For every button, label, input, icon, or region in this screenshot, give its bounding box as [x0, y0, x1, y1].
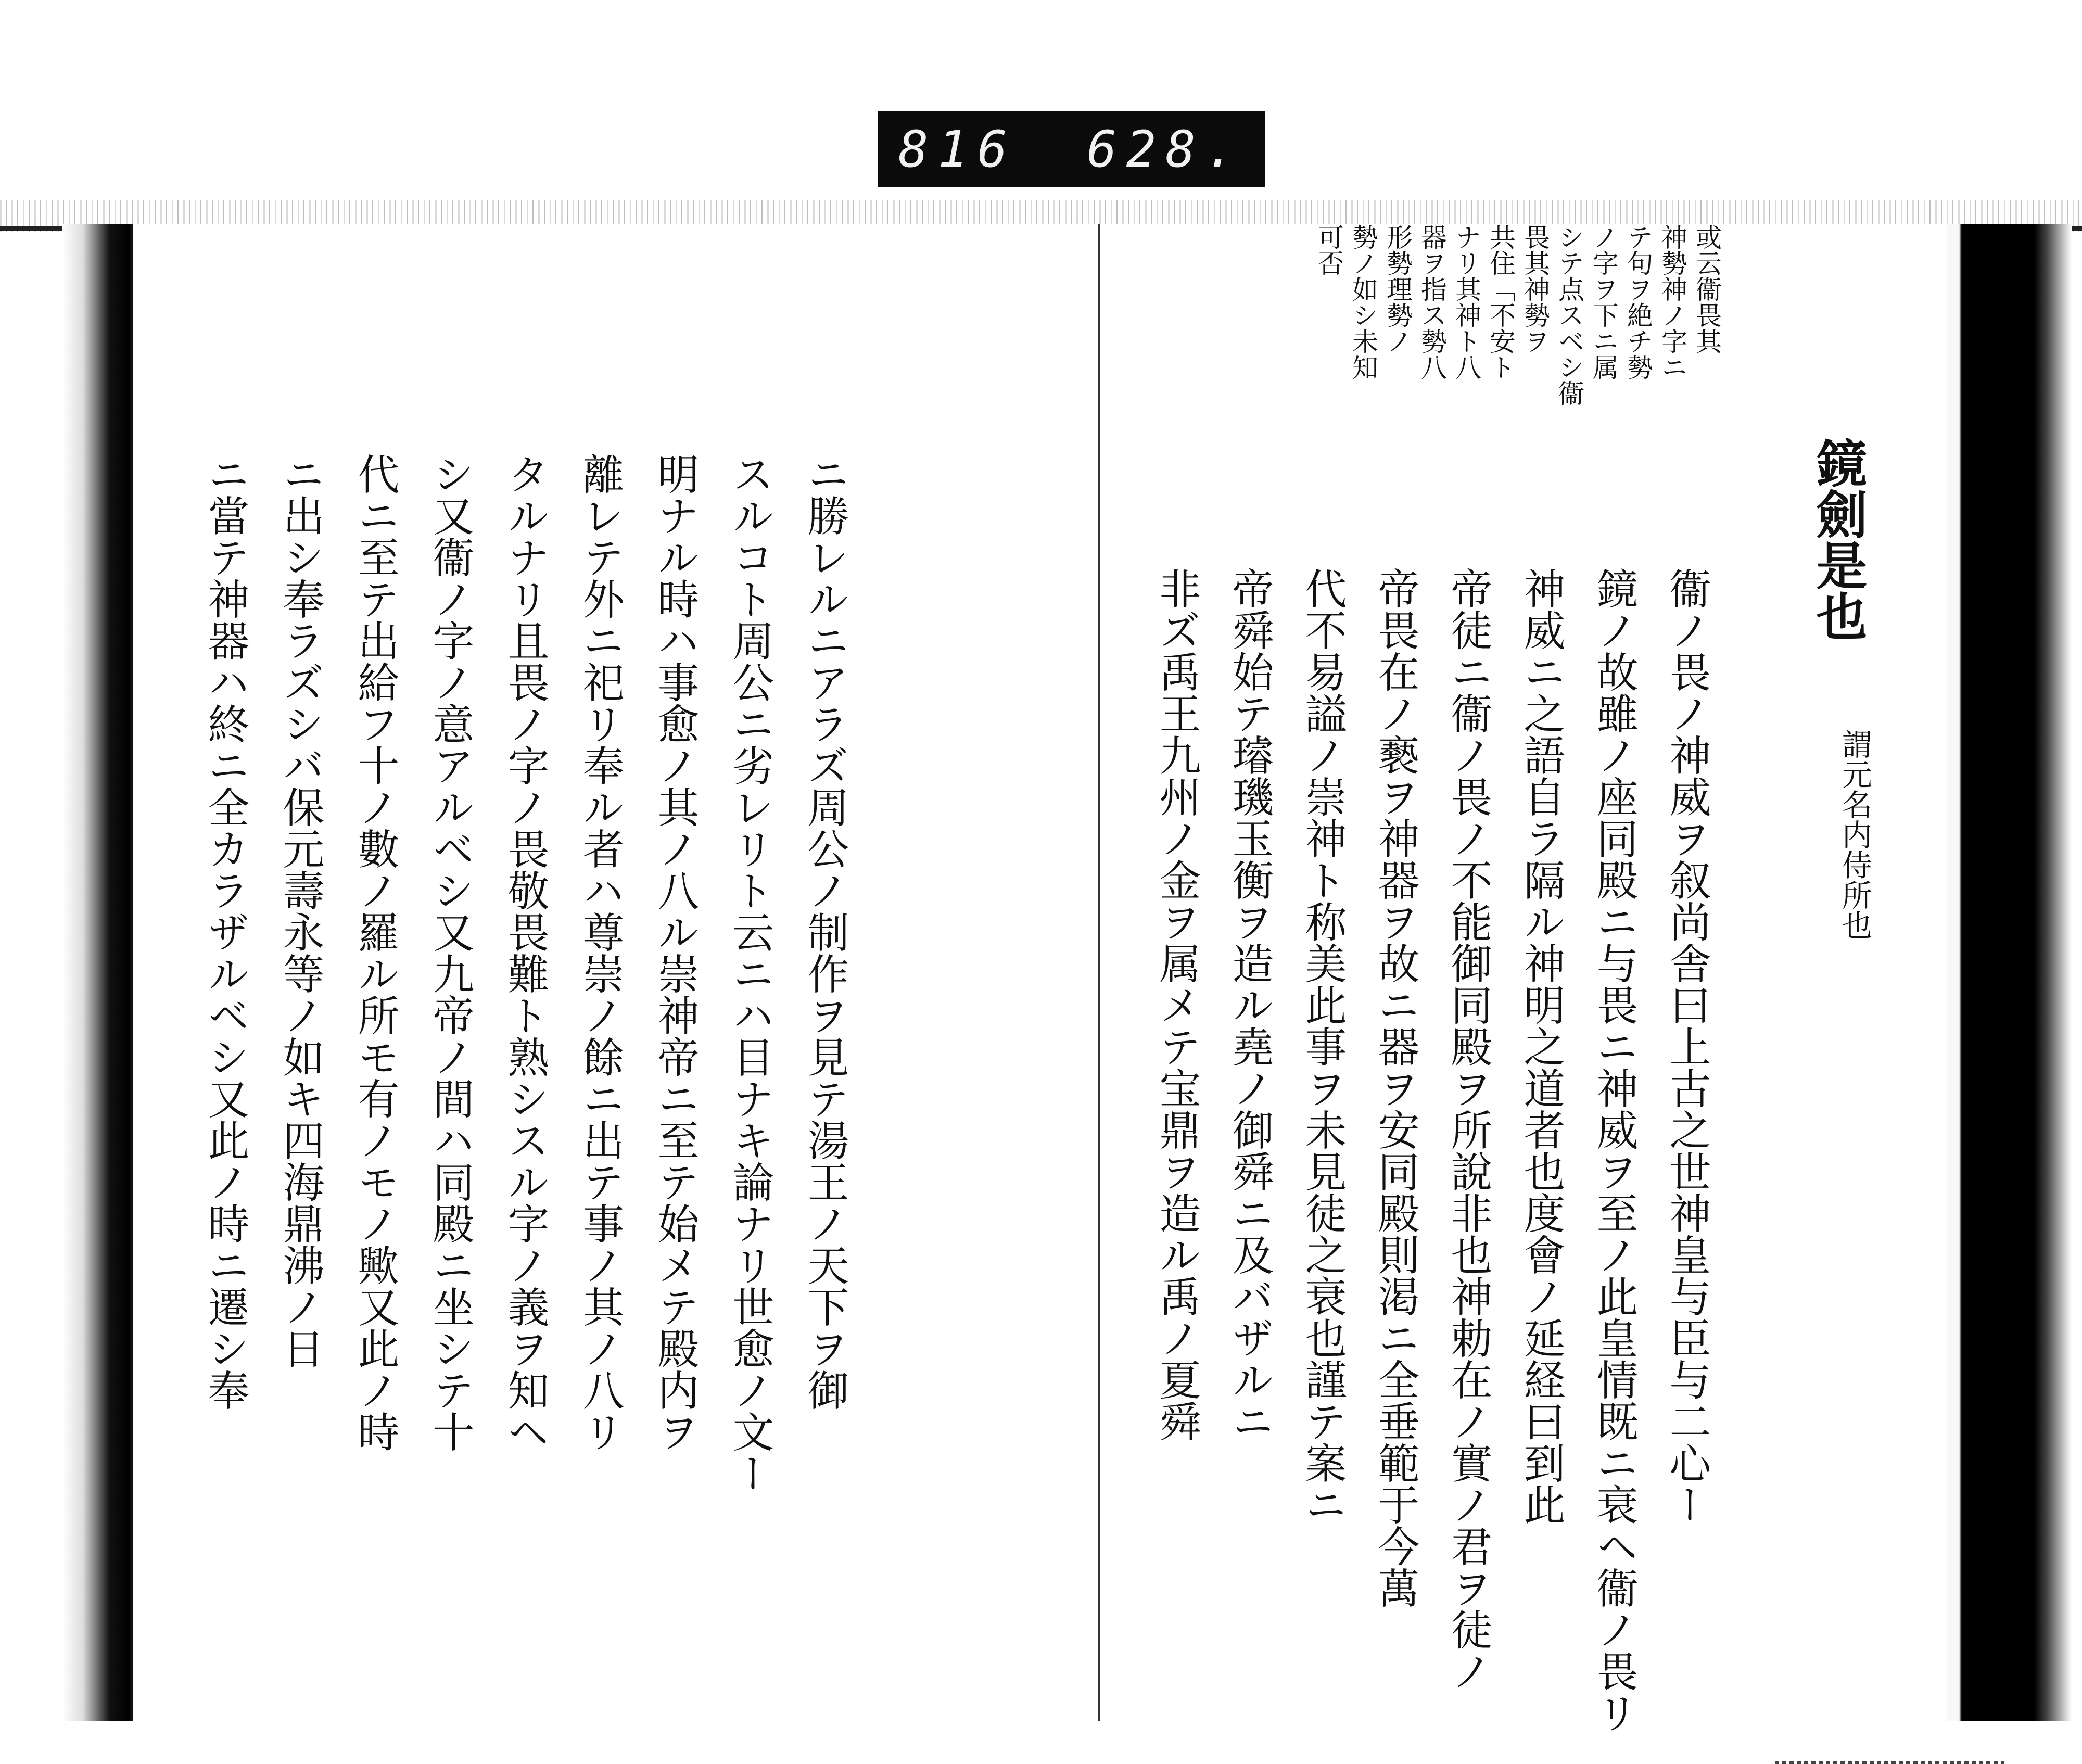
note-line: ノ字ヲ下ニ属	[1589, 224, 1619, 380]
note-line: 神勢神ノ字ニ	[1657, 224, 1687, 380]
note-line: シテ点スベシ衞	[1554, 224, 1584, 406]
note-line: 形勢理勢ノ	[1382, 224, 1413, 354]
left-book-edge	[62, 224, 130, 1721]
heading-annotation: 謂元名内侍所也	[1837, 729, 1872, 940]
marginal-note	[1312, 224, 1724, 432]
right-book-edge	[1947, 224, 2072, 1721]
text-line: 離レテ外ニ祀リ奉ル者ハ尊崇ノ餘ニ出テ事ノ其ノ八リ	[576, 453, 624, 1452]
scan-smudge	[1775, 1761, 2004, 1764]
text-line: スルコト周公ニ劣レリト云ニハ目ナキ論ナリ世愈ノ文ー	[726, 453, 774, 1494]
text-line: ニ當テ神器ハ終ニ全カラザルベシ又此ノ時ニ遷シ奉	[201, 453, 249, 1411]
text-line: タルナリ且畏ノ字ノ畏敬畏難ト熟シスル字ノ義ヲ知ヘ	[501, 453, 549, 1452]
text-line: 非ズ禹王九州ノ金ヲ属メテ宝鼎ヲ造ル禹ノ夏舜	[1152, 567, 1201, 1442]
text-line: 代不易謚ノ崇神ト称美此事ヲ未見徒之衰也謹テ案ニ	[1298, 567, 1347, 1525]
note-line: 共住「不安ト	[1486, 224, 1516, 380]
right-page-body	[1140, 567, 1723, 1733]
note-line: 器ヲ指ス勢八	[1417, 224, 1447, 380]
text-line: 神威ニ之語自ラ隔ル神明之道者也度會ノ延経曰到此	[1517, 567, 1565, 1525]
note-line: 畏其神勢ヲ	[1520, 224, 1550, 354]
archive-number-label	[878, 111, 1265, 187]
text-line: 帝徒ニ衞ノ畏ノ不能御同殿ヲ所說非也神勅在ノ實ノ君ヲ徒ノ	[1444, 567, 1492, 1692]
text-line: 代ニ至テ出給フ十ノ數ノ羅ル所モ有ノモノ歟又此ノ時	[351, 453, 399, 1452]
text-line: ニ出シ奉ラズシバ保元壽永等ノ如キ四海鼎沸ノ日	[276, 453, 324, 1369]
text-line: 帝舜始テ璿璣玉衡ヲ造ル堯ノ御舜ニ及バザルニ	[1225, 567, 1274, 1442]
note-line: 或云衞畏其	[1692, 224, 1722, 354]
note-line: 可否	[1314, 224, 1344, 276]
text-line: 明ナル時ハ事愈ノ其ノ八ル崇神帝ニ至テ始メテ殿内ヲ	[651, 453, 699, 1452]
archive-number-left: 816	[898, 120, 1017, 179]
note-line: ナリ其神ト八	[1451, 224, 1481, 380]
left-page-body	[187, 453, 862, 1546]
text-line: 衞ノ畏ノ神威ヲ叙尚舎曰上古之世神皇与臣与二心ー	[1662, 567, 1711, 1525]
text-line: ニ勝レルニアラズ周公ノ制作ヲ見テ湯王ノ天下ヲ御	[801, 453, 849, 1411]
text-line: 帝畏在ノ褻ヲ神器ヲ故ニ器ヲ安同殿則渇ニ全垂範于今萬	[1371, 567, 1419, 1608]
text-line: 鏡ノ故雖ノ座同殿ニ与畏ニ神威ヲ至ノ此皇情既ニ衰ヘ衞ノ畏リ	[1590, 567, 1638, 1733]
text-line: シ又衞ノ字ノ意アルベシ又九帝ノ間ハ同殿ニ坐シテ十	[426, 453, 474, 1452]
section-heading: 鏡劍是也	[1808, 437, 1868, 641]
archive-number-right: 628.	[1086, 120, 1245, 179]
note-line: 勢ノ如シ未知	[1348, 224, 1378, 380]
note-line: テ句ヲ絶チ勢	[1623, 224, 1653, 380]
